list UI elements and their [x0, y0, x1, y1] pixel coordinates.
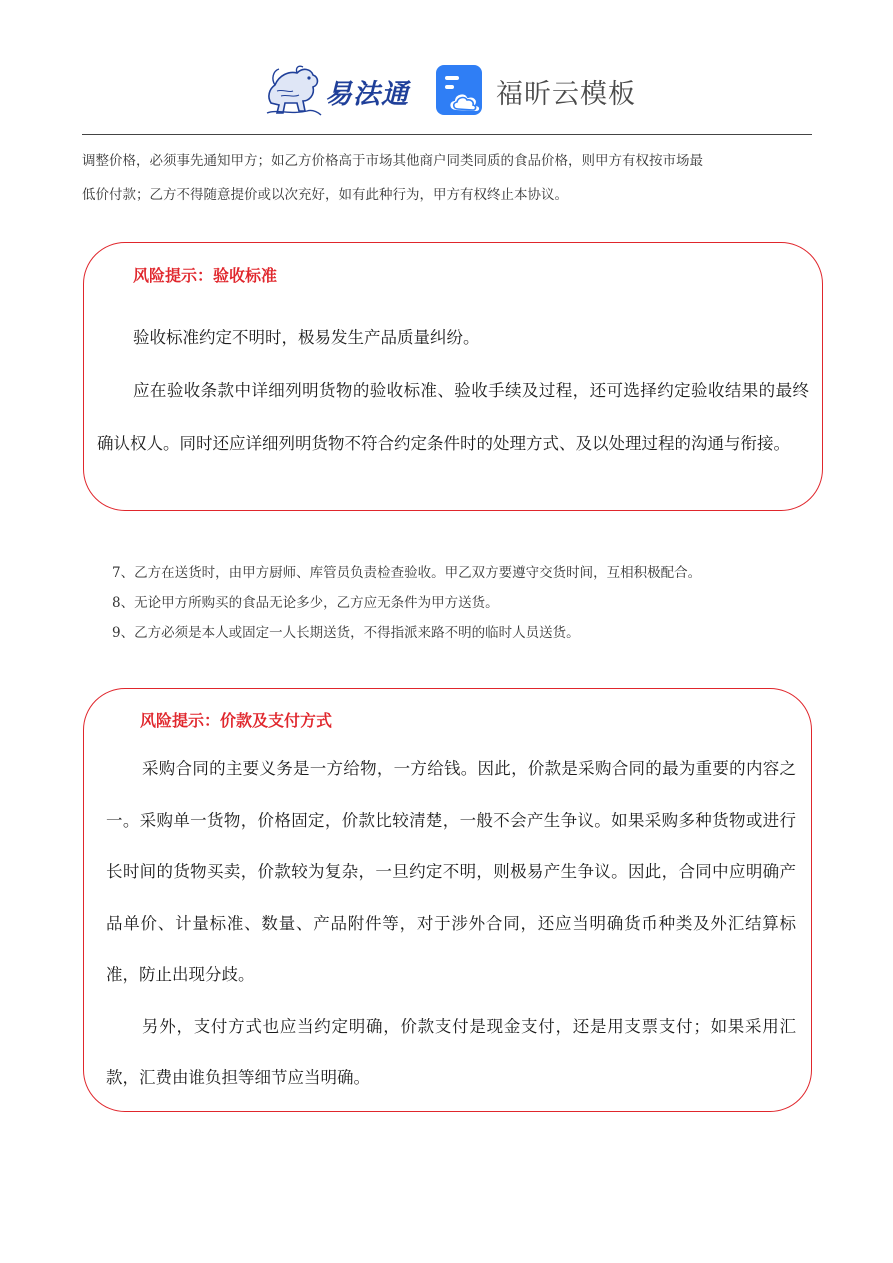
risk-tip-payment-box	[83, 688, 812, 1112]
clause-item: 8、无论甲方所购买的食品无论多少，乙方应无条件为甲方送货。	[112, 595, 499, 611]
risk-tip-paragraph: 另外，支付方式也应当约定明确，价款支付是现金支付，还是用支票支付；如果采用汇款，汇费由谁负担等细节应当明确。	[106, 1016, 796, 1087]
risk-tip-title: 风险提示：验收标准	[133, 266, 278, 285]
clause-item: 9、乙方必须是本人或固定一人长期送货，不得指派来路不明的临时人员送货。	[112, 625, 580, 641]
clause-item: 7、乙方在送货时，由甲方厨师、库管员负责检查验收。甲乙双方要遵守交货时间，互相积极配合。	[112, 565, 702, 581]
foxit-template-logo	[436, 64, 636, 118]
risk-tip-paragraph: 验收标准约定不明时，极易发生产品质量纠纷。	[133, 328, 480, 347]
risk-tip-body	[106, 743, 796, 1104]
cloud-doc-icon	[436, 65, 486, 117]
intro-line: 低价付款；乙方不得随意提价或以次充好，如有此种行为，甲方有权终止本协议。	[82, 187, 568, 203]
yifatong-logo-text: 易法通	[325, 78, 409, 110]
risk-tip-body	[97, 311, 809, 470]
qilin-mascot-icon	[263, 63, 323, 119]
page-header	[0, 0, 893, 136]
header-divider	[82, 134, 812, 135]
contract-clauses	[112, 558, 812, 648]
intro-line: 调整价格，必须事先通知甲方；如乙方价格高于市场其他商户同类同质的食品价格，则甲方有权按市场最	[82, 153, 703, 169]
intro-paragraph	[82, 144, 812, 212]
risk-tip-acceptance-box	[83, 242, 823, 511]
risk-tip-paragraph: 采购合同的主要义务是一方给物，一方给钱。因此，价款是采购合同的最为重要的内容之一。采购单一货物，价格固定，价款比较清楚，一般不会产生争议。如果采购多种货物或进行长时间的货物买卖，价款较为复杂，一旦约定不明，则极易产生争议。因此，合同中应明确产品单价、计量标准、数量、产品附件等，对于涉外合同，还应当明确货币种类及外汇结算标准，防止出现分歧。	[106, 759, 796, 984]
risk-tip-title: 风险提示：价款及支付方式	[140, 711, 333, 730]
yifatong-logo	[263, 63, 415, 119]
risk-tip-paragraph: 应在验收条款中详细列明货物的验收标准、验收手续及过程，还可选择约定验收结果的最终确认权人。同时还应详细列明货物不符合约定条件时的处理方式、及以处理过程的沟通与衔接。	[97, 381, 809, 453]
foxit-template-logo-text: 福昕云模板	[496, 78, 636, 110]
